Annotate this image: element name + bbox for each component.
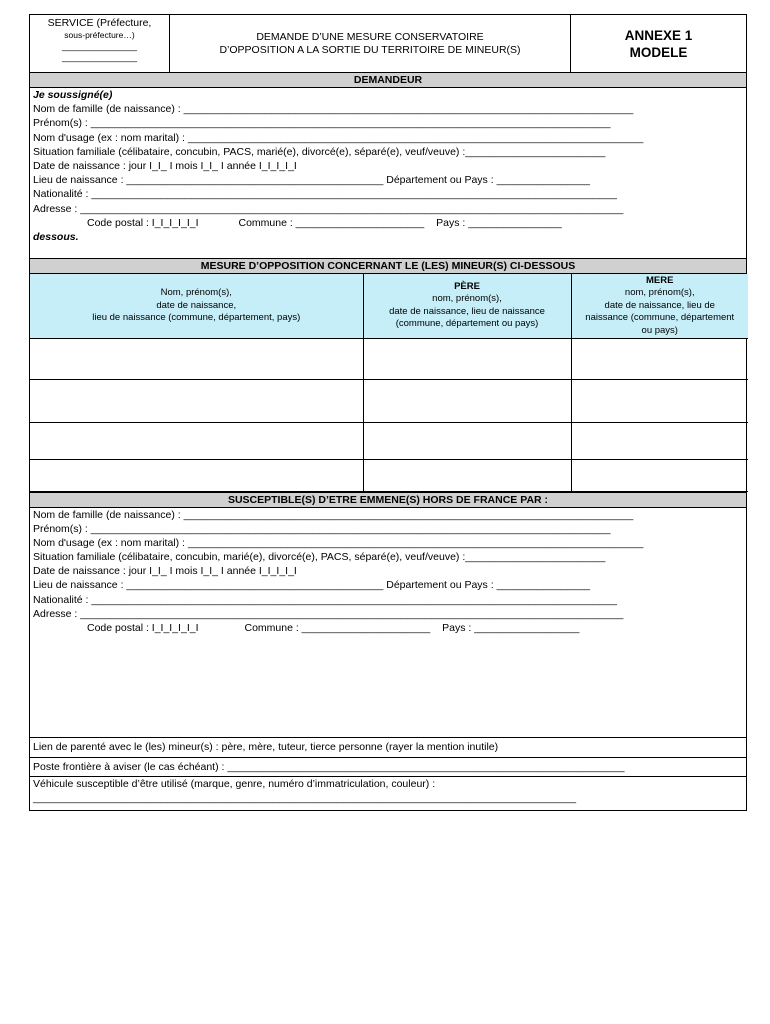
father-column-header — [363, 274, 571, 338]
father-col-line-3: (commune, département ou pays) — [395, 318, 539, 330]
mother-cell[interactable] — [571, 422, 748, 459]
form-title-line-2: D’OPPOSITION A LA SORTIE DU TERRITOIRE DE MINEUR(S) — [219, 43, 521, 56]
mother-col-line-3: naissance (commune, département — [585, 312, 735, 323]
vehicule-label: Véhicule susceptible d’être utilisé (marque, genre, numéro d’immatriculation, couleur) : — [33, 777, 436, 790]
minor-col-line-3: lieu de naissance (commune, département, pays) — [92, 312, 301, 323]
mother-col-line-4: ou pays) — [641, 324, 678, 336]
susceptible-lieu-naissance-field[interactable]: Lieu de naissance : ____________________________________________ Département ou Pays : ________________ — [33, 579, 590, 592]
soussigne-label: Je soussigné(e) — [33, 89, 113, 101]
susceptible-commune-field[interactable]: Commune : ______________________ — [244, 622, 431, 634]
demandeur-situation-field[interactable]: Situation familiale (célibataire, concubin, PACS, marié(e), divorcé(e), séparé(e), veuf/veuve) :________________________ — [33, 145, 606, 158]
table-row — [30, 422, 748, 459]
demandeur-code-postal-field[interactable]: Code postal : I_I_I_I_I_I — [87, 216, 199, 229]
service-sublabel: sous-préfecture…) — [64, 30, 135, 40]
father-col-line-2: date de naissance, lieu de naissance — [389, 305, 545, 317]
susceptible-prenoms-field[interactable]: Prénom(s) : _________________________________________________________________________________________ — [33, 522, 611, 535]
demandeur-adresse-field[interactable]: Adresse : _____________________________________________________________________________________________ — [33, 202, 624, 215]
father-cell[interactable] — [363, 459, 571, 491]
mesure-section-title: MESURE D’OPPOSITION CONCERNANT LE (LES) MINEUR(S) CI-DESSOUS — [30, 259, 746, 274]
demandeur-commune-field[interactable]: Commune : ______________________ — [238, 216, 425, 229]
demandeur-pays-field[interactable]: Pays : ________________ — [436, 216, 562, 229]
table-row — [30, 459, 748, 491]
lien-parente-field[interactable]: Lien de parenté avec le (les) mineur(s) : père, mère, tuteur, tierce personne (rayer la mention inutile) — [30, 737, 746, 758]
susceptible-nationalite-field[interactable]: Nationalité : __________________________________________________________________________________________ — [33, 593, 617, 606]
form-title — [170, 15, 571, 72]
service-box — [30, 15, 170, 72]
mother-cell[interactable] — [571, 459, 748, 491]
susceptible-date-naissance-field[interactable]: Date de naissance : jour I_I_ I mois I_I_ I année I_I_I_I_I — [33, 565, 297, 578]
service-label: SERVICE (Préfecture, — [47, 17, 152, 29]
demandeur-section — [30, 88, 746, 259]
service-blank-1[interactable]: _______________ — [61, 41, 138, 51]
mother-cell[interactable] — [571, 338, 748, 379]
demandeur-nom-usage-field[interactable]: Nom d'usage (ex : nom marital) : ______________________________________________________________________________ — [33, 131, 644, 144]
susceptible-adresse-field[interactable]: Adresse : _____________________________________________________________________________________________ — [33, 607, 624, 620]
annex-number: ANNEXE 1 — [624, 27, 693, 43]
vehicule-field[interactable]: _____________________________________________________________________________________________ — [33, 791, 577, 804]
mother-col-line-1: nom, prénom(s), — [624, 287, 695, 298]
demandeur-section-title: DEMANDEUR — [30, 73, 746, 88]
vehicule-section — [30, 777, 746, 810]
demandeur-lieu-naissance-field[interactable]: Lieu de naissance : ____________________________________________ Département ou Pays : ________________ — [33, 174, 590, 187]
father-col-title: PÈRE — [454, 280, 480, 292]
susceptible-address-row — [33, 621, 743, 635]
dessous-label: dessous. — [33, 230, 79, 243]
susceptible-code-postal-field[interactable]: Code postal : I_I_I_I_I_I — [87, 622, 199, 634]
annex-model: MODELE — [629, 44, 688, 60]
susceptible-nom-famille-field[interactable]: Nom de famille (de naissance) : _____________________________________________________________________________ — [33, 508, 634, 521]
father-cell[interactable] — [363, 379, 571, 422]
table-row — [30, 338, 748, 379]
poste-frontiere-field[interactable]: Poste frontière à aviser (le cas échéant) : ____________________________________________________________________ — [30, 758, 746, 777]
mother-cell[interactable] — [571, 379, 748, 422]
minors-table-header — [30, 274, 748, 338]
table-row — [30, 379, 748, 422]
form-annexe-1 — [29, 14, 747, 811]
father-cell[interactable] — [363, 338, 571, 379]
mother-col-title: MERE — [646, 274, 674, 286]
demandeur-prenoms-field[interactable]: Prénom(s) : _________________________________________________________________________________________ — [33, 117, 611, 130]
minors-table — [30, 274, 748, 492]
minor-cell[interactable] — [30, 338, 363, 379]
minor-col-line-2: date de naissance, — [156, 299, 237, 311]
susceptible-section — [30, 508, 746, 737]
form-header — [30, 15, 746, 73]
demandeur-address-row — [33, 216, 743, 230]
susceptible-situation-field[interactable]: Situation familiale (célibataire, concubin, marié(e), divorcé(e), PACS, séparé(e), veuf/veuve) :________________________ — [33, 551, 606, 564]
mother-column-header — [571, 274, 748, 338]
father-cell[interactable] — [363, 422, 571, 459]
minor-cell[interactable] — [30, 459, 363, 491]
minor-column-header — [30, 274, 363, 338]
service-blank-2[interactable]: _______________ — [61, 52, 138, 62]
mother-col-line-2: date de naissance, lieu de — [604, 299, 715, 311]
demandeur-nationalite-field[interactable]: Nationalité : __________________________________________________________________________________________ — [33, 188, 617, 201]
susceptible-section-title: SUSCEPTIBLE(S) D’ETRE EMMENE(S) HORS DE FRANCE PAR : — [30, 492, 746, 508]
demandeur-date-naissance-field[interactable]: Date de naissance : jour I_I_ I mois I_I_ I année I_I_I_I_I — [33, 159, 297, 172]
demandeur-nom-famille-field[interactable]: Nom de famille (de naissance) : _____________________________________________________________________________ — [33, 103, 634, 116]
father-col-line-1: nom, prénom(s), — [432, 293, 502, 305]
minor-cell[interactable] — [30, 379, 363, 422]
susceptible-nom-usage-field[interactable]: Nom d'usage (ex : nom marital) : ______________________________________________________________________________ — [33, 536, 644, 549]
form-title-line-1: DEMANDE D’UNE MESURE CONSERVATOIRE — [256, 30, 484, 43]
annex-box — [571, 15, 746, 72]
minor-cell[interactable] — [30, 422, 363, 459]
minor-col-line-1: Nom, prénom(s), — [160, 287, 232, 298]
susceptible-pays-field[interactable]: Pays : __________________ — [442, 622, 580, 634]
